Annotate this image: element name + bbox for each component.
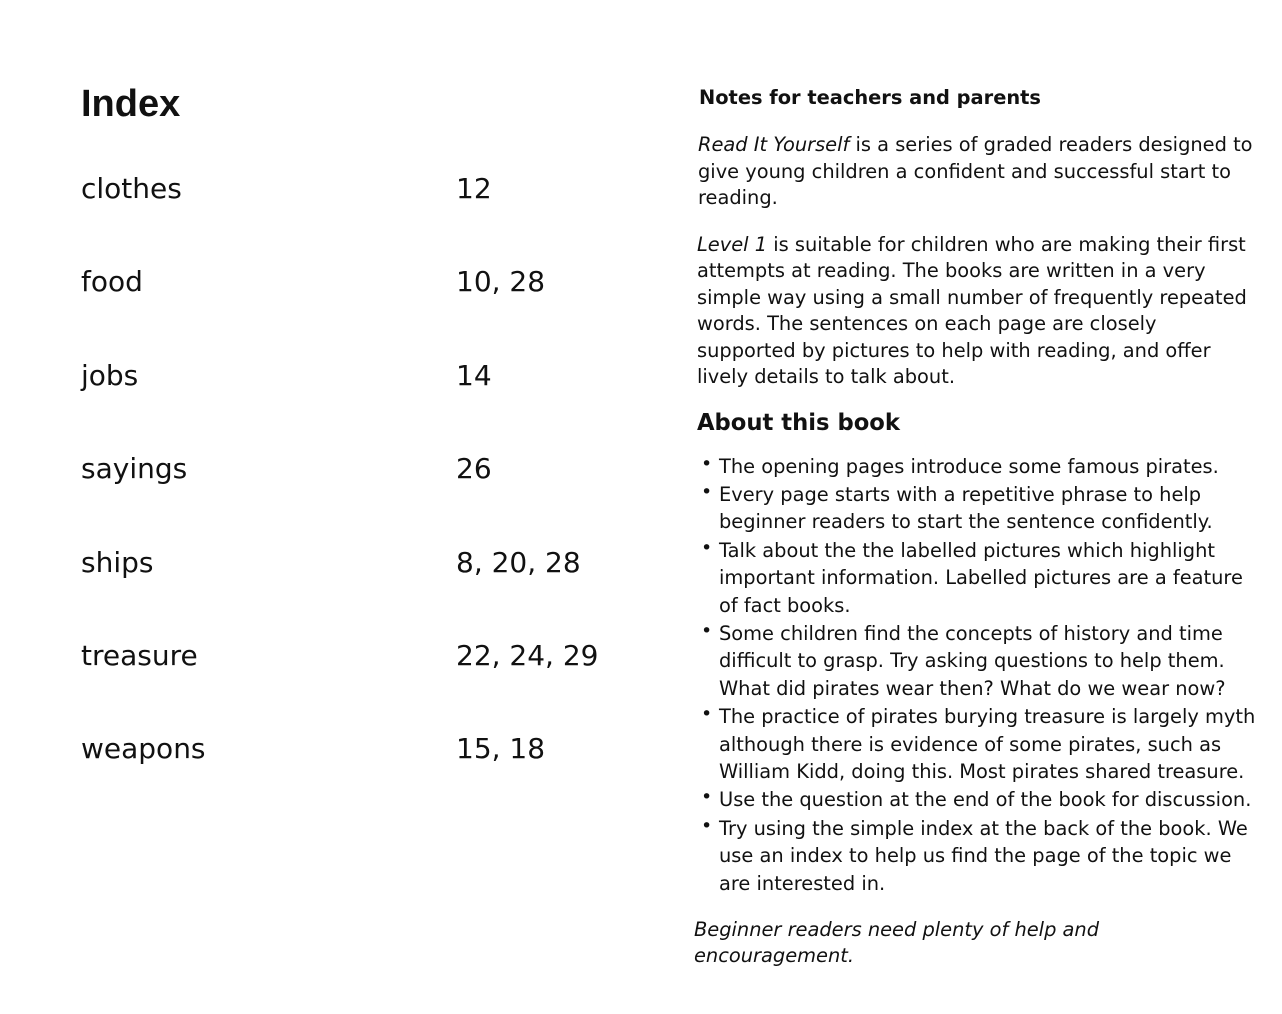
- index-page-numbers: 22, 24, 29: [456, 638, 599, 672]
- bullet-text: The opening pages introduce some famous pirates.: [719, 454, 1219, 478]
- bullet-item: [697, 481, 1257, 535]
- index-page-numbers: 15, 18: [456, 732, 546, 766]
- bullet-icon: •: [701, 620, 713, 643]
- series-name: Read It Yourself: [698, 133, 850, 156]
- bullet-icon: •: [701, 537, 713, 560]
- about-heading: About this book: [697, 409, 900, 436]
- index-title: Index: [81, 83, 181, 125]
- index-term: clothes: [81, 172, 182, 205]
- bullet-item: [697, 786, 1257, 813]
- about-bullet-list: [697, 453, 1257, 897]
- index-page-numbers: 12: [456, 172, 492, 205]
- level-text: is suitable for children who are making their first attempts at reading. The books are written in a very simple way using a small number of frequently repeated words. The sentences on each page are closely supported by pictures to help with reading, and offer lively details to talk about.: [697, 232, 1247, 388]
- bullet-item: [697, 537, 1257, 619]
- notes-heading: Notes for teachers and parents: [699, 86, 1041, 109]
- bullet-icon: •: [701, 481, 713, 504]
- index-page-numbers: 10, 28: [456, 265, 546, 299]
- bullet-text: The practice of pirates burying treasure is largely myth although there is evidence of some pirates, such as William Kidd, doing this. Most pirates shared treasure.: [719, 705, 1256, 783]
- bullet-text: Every page starts with a repetitive phrase to help beginner readers to start the sentence confidently.: [719, 483, 1213, 534]
- level-name: Level 1: [697, 232, 768, 256]
- index-term: food: [81, 265, 143, 299]
- bullet-text: Talk about the the labelled pictures which highlight important information. Labelled pictures are a feature of fact books.: [719, 539, 1243, 617]
- closing-line: Beginner readers need plenty of help and encouragement.: [694, 917, 1100, 968]
- bullet-item: [697, 815, 1257, 897]
- index-term: weapons: [81, 732, 206, 766]
- index-entry: [81, 354, 621, 447]
- index-entry: [81, 634, 621, 727]
- bullet-item: [697, 703, 1257, 785]
- intro-paragraph: [698, 132, 1257, 212]
- index-entry: [81, 167, 621, 260]
- index-page: [0, 0, 640, 1014]
- notes-page: [694, 84, 1257, 970]
- index-page-numbers: 8, 20, 28: [456, 545, 581, 579]
- index-entry: [81, 447, 621, 540]
- bullet-text: Use the question at the end of the book for discussion.: [719, 788, 1252, 812]
- bullet-icon: •: [701, 786, 713, 809]
- index-term: jobs: [81, 358, 139, 392]
- index-entry: [81, 541, 621, 634]
- level-paragraph: [697, 232, 1257, 391]
- index-term: treasure: [81, 638, 198, 672]
- bullet-item: [697, 620, 1257, 702]
- index-page-numbers: 26: [456, 452, 492, 486]
- intro-text: is a series of graded readers designed to give young children a confident and successful start to reading.: [698, 133, 1253, 209]
- bullet-text: Some children find the concepts of history and time difficult to grasp. Try asking questions to help them. What did pirates wear then? What do we wear now?: [719, 622, 1226, 700]
- bullet-icon: •: [701, 452, 713, 475]
- index-term: ships: [81, 545, 154, 579]
- index-page-numbers: 14: [456, 358, 492, 392]
- bullet-item: [697, 453, 1257, 480]
- index-list: [81, 167, 621, 821]
- bullet-icon: •: [701, 703, 713, 726]
- index-term: sayings: [81, 452, 188, 486]
- bullet-text: Try using the simple index at the back of the book. We use an index to help us find the page of the topic we are interested in.: [719, 817, 1248, 895]
- index-entry: [81, 727, 621, 820]
- index-entry: [81, 260, 621, 353]
- bullet-icon: •: [701, 815, 713, 838]
